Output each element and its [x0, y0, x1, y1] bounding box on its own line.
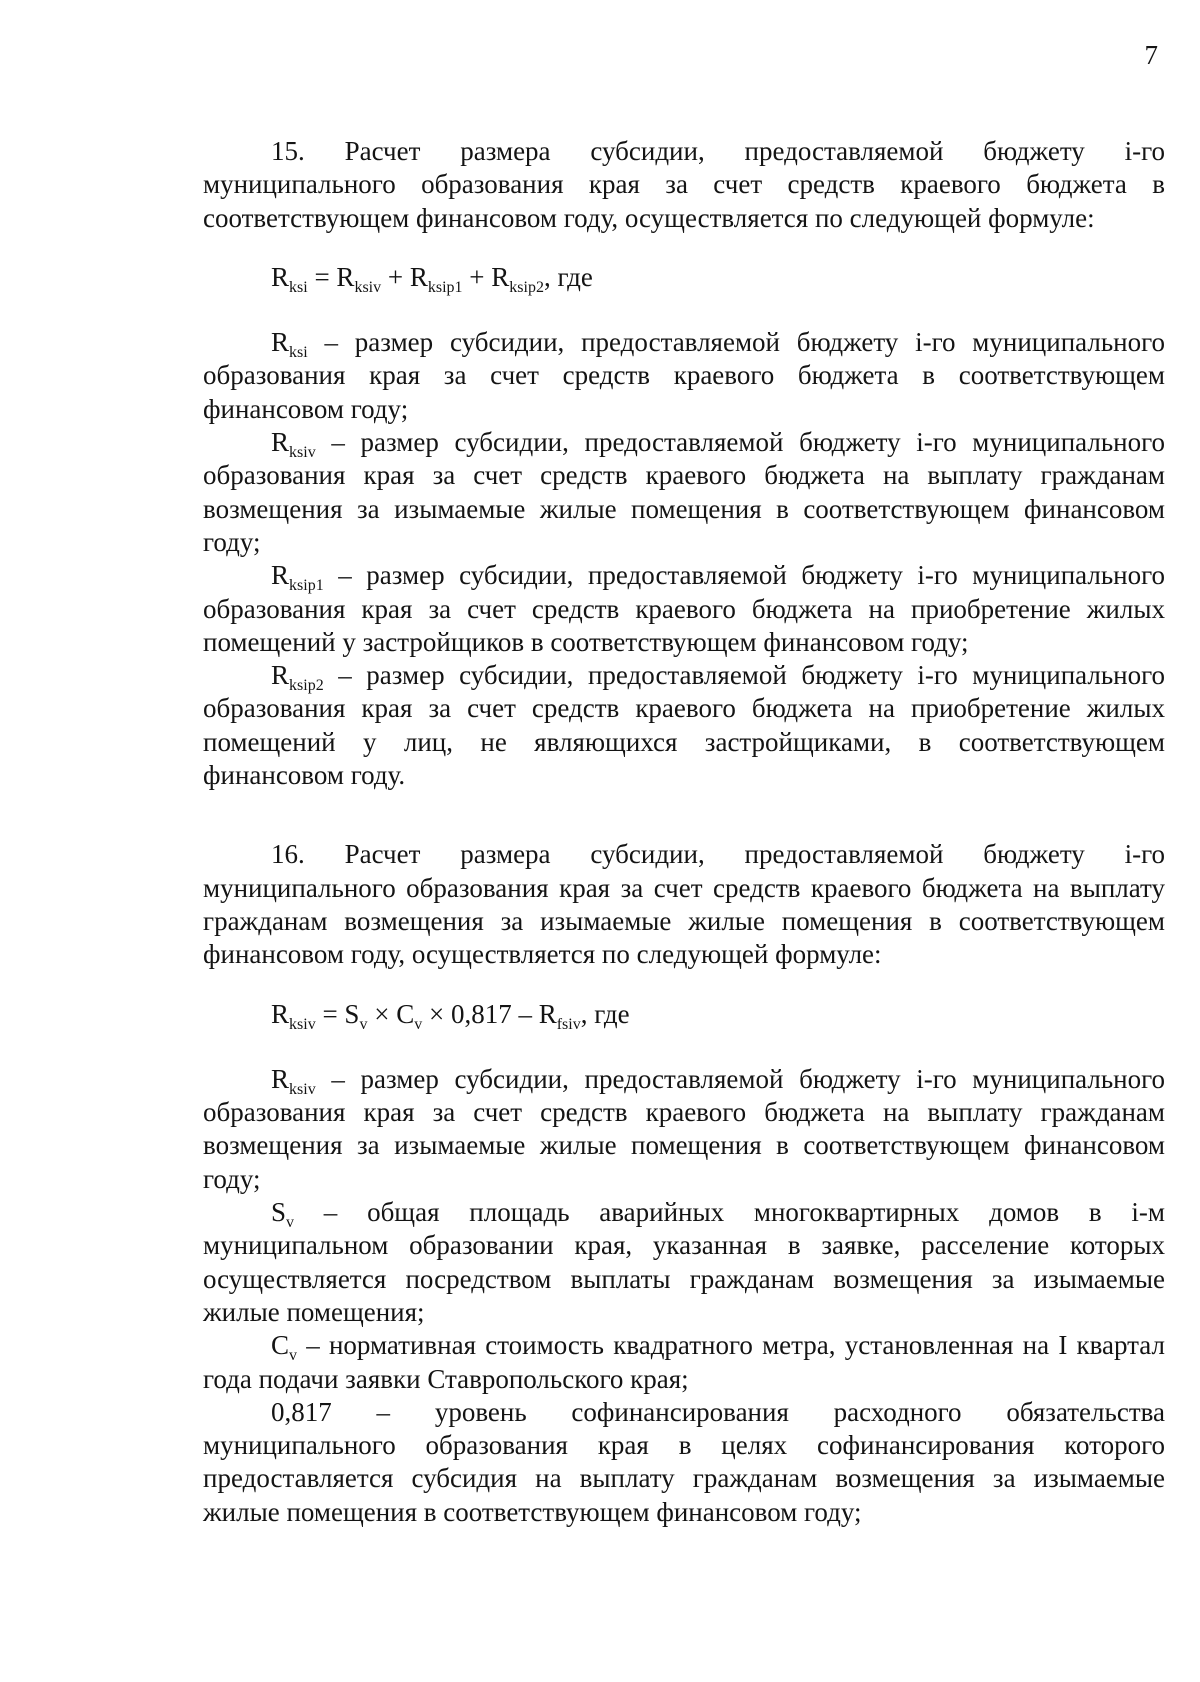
section-16-intro: 16. Расчет размера субсидии, предоставляемой бюджету i-го муниципального образования края за счет средств краевого бюджета на выплату гражданам возмещения за изымаемые жилые помещения в соответствующем финансовом году, осуществляется по следующей формуле: [203, 839, 1165, 970]
definition-rksiv-16: $R_{ksiv}$ – размер субсидии, предоставляемой бюджету i-го муниципального образования края за счет средств краевого бюджета на выплату гражданам возмещения за изымаемые жилые помещения в соответствующем финансовом году; [203, 1063, 1165, 1194]
formula-16: $R_{ksiv} = S_v \times C_v \times 0,817 - R_{fsiv}$, где [271, 998, 630, 1033]
document-body [203, 135, 1165, 1529]
definition-sv: $S_v$ – общая площадь аварийных многоквартирных домов в i-м муниципальном образовании края, указанная в заявке, расселение которых осуществляется посредством выплаты гражданам возмещения за изымаемые жилые помещения; [203, 1197, 1165, 1327]
definition-cv: $C_v$ – нормативная стоимость квадратного метра, установленная на I квартал года подачи заявки Ставропольского края; [203, 1330, 1165, 1394]
page-number: 7 [1144, 40, 1158, 70]
definition-rksip1: $R_{ksip1}$ – размер субсидии, предоставляемой бюджету i-го муниципального образования края за счет средств краевого бюджета на приобретение жилых помещений у застройщиков в соответствующем финансовом году; [203, 560, 1165, 657]
formula-15: $R_{ksi} = R_{ksiv} + R_{ksip1} + R_{ksip2}$, где [271, 261, 593, 296]
definition-rksi: $R_{ksi}$ – размер субсидии, предоставляемой бюджету i-го муниципального образования края за счет средств краевого бюджета в соответствующем финансовом году; [203, 327, 1165, 424]
definition-coefficient: 0,817 – уровень софинансирования расходного обязательства муниципального образования края в целях софинансирования которого предоставляется субсидия на выплату гражданам возмещения за изымаемые жилые помещения в соответствующем финансовом году; [203, 1396, 1165, 1527]
section-15-intro: 15. Расчет размера субсидии, предоставляемой бюджету i-го муниципального образования края за счет средств краевого бюджета в соответствующем финансовом году, осуществляется по следующей формуле: [203, 136, 1165, 233]
definition-rksiv: $R_{ksiv}$ – размер субсидии, предоставляемой бюджету i-го муниципального образования края за счет средств краевого бюджета на выплату гражданам возмещения за изымаемые жилые помещения в соответствующем финансовом году; [203, 427, 1165, 557]
definition-rksip2: $R_{ksip2}$ – размер субсидии, предоставляемой бюджету i-го муниципального образования края за счет средств краевого бюджета на приобретение жилых помещений у лиц, не являющихся застройщиками, в соответствующем финансовом году. [203, 660, 1165, 791]
